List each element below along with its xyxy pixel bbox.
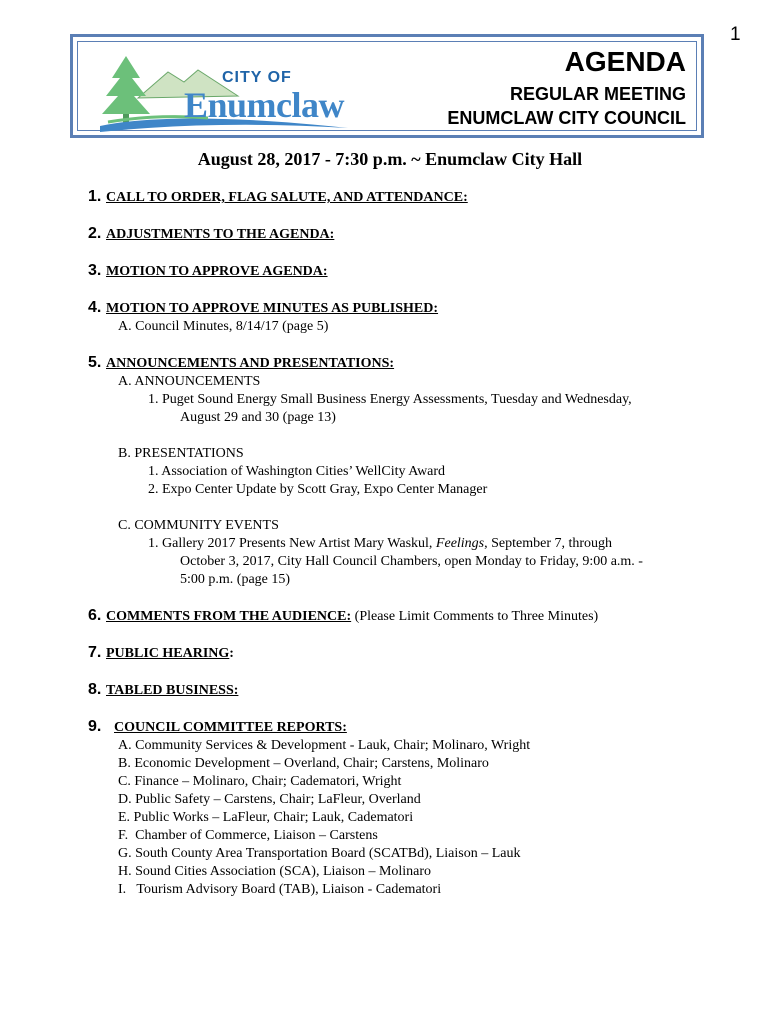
section-number: 2. (88, 225, 102, 242)
list-item: A. Council Minutes, 8/14/17 (page 5) (118, 319, 329, 334)
section-9 (88, 718, 728, 899)
subsection-title: A. ANNOUNCEMENTS (118, 374, 261, 389)
section-title: PUBLIC HEARING (106, 646, 230, 661)
subsection-title: C. COMMUNITY EVENTS (118, 518, 279, 533)
logo-city-of-text: CITY OF (222, 69, 292, 86)
city-logo (98, 48, 358, 134)
list-item (88, 535, 728, 553)
section-2 (88, 225, 728, 244)
section-note: (Please Limit Comments to Three Minutes) (351, 609, 599, 624)
event-title: Feelings (435, 536, 485, 551)
list-item-continuation: August 29 and 30 (page 13) (180, 410, 336, 425)
section-number: 4. (88, 299, 102, 316)
list-item: F. Chamber of Commerce, Liaison – Carstens (118, 828, 378, 843)
list-item: 1. Puget Sound Energy Small Business Energy Assessments, Tuesday and Wednesday, (148, 392, 632, 407)
section-1 (88, 188, 728, 207)
section-number: 5. (88, 354, 102, 371)
section-number: 3. (88, 262, 102, 279)
section-4 (88, 299, 728, 336)
subsection-title: B. PRESENTATIONS (118, 446, 244, 461)
section-3 (88, 262, 728, 281)
header-inner-border (77, 41, 697, 131)
council-name: ENUMCLAW CITY COUNCIL (447, 108, 686, 128)
list-item: C. Finance – Molinaro, Chair; Cadematori, Wright (118, 774, 402, 789)
list-item: B. Economic Development – Overland, Chair; Carstens, Molinaro (118, 756, 489, 771)
list-item-continuation: October 3, 2017, City Hall Council Chambers, open Monday to Friday, 9:00 a.m. - (180, 554, 643, 569)
section-6 (88, 607, 728, 626)
agenda-title: AGENDA (564, 46, 686, 77)
section-5 (88, 354, 728, 589)
meeting-date-line: August 28, 2017 - 7:30 p.m. ~ Enumclaw City Hall (197, 149, 583, 169)
list-item: G. South County Area Transportation Board (SCATBd), Liaison – Lauk (118, 846, 521, 861)
section-title: ADJUSTMENTS TO THE AGENDA: (106, 227, 335, 242)
list-item: 1. Association of Washington Cities’ WellCity Award (148, 464, 446, 479)
page-number: 1 (730, 24, 741, 45)
list-item: H. Sound Cities Association (SCA), Liaison – Molinaro (118, 864, 432, 879)
event-text-end: , September 7, through (484, 536, 613, 551)
section-number: 1. (88, 188, 102, 205)
list-item: 2. Expo Center Update by Scott Gray, Expo Center Manager (148, 482, 488, 497)
event-text: 1. Gallery 2017 Presents New Artist Mary Waskul, (148, 536, 436, 551)
section-title: COUNCIL COMMITTEE REPORTS: (114, 720, 347, 735)
section-title: CALL TO ORDER, FLAG SALUTE, AND ATTENDANCE: (106, 190, 468, 205)
section-number: 7. (88, 644, 102, 661)
section-title: MOTION TO APPROVE AGENDA: (106, 264, 328, 279)
meeting-type: REGULAR MEETING (509, 84, 686, 104)
header-banner (70, 34, 704, 138)
section-number: 6. (88, 607, 102, 624)
list-item: I. Tourism Advisory Board (TAB), Liaison - Cadematori (118, 882, 442, 897)
section-number: 9. (88, 718, 102, 735)
list-item: E. Public Works – LaFleur, Chair; Lauk, Cadematori (118, 810, 414, 825)
list-item: A. Community Services & Development - Lauk, Chair; Molinaro, Wright (118, 738, 531, 753)
section-title: TABLED BUSINESS: (106, 683, 239, 698)
list-item-continuation: 5:00 p.m. (page 15) (180, 572, 291, 587)
section-7 (88, 644, 728, 663)
agenda-body (88, 188, 728, 899)
section-colon: : (229, 646, 234, 661)
section-number: 8. (88, 681, 102, 698)
section-title: ANNOUNCEMENTS AND PRESENTATIONS: (106, 356, 395, 371)
section-8 (88, 681, 728, 700)
logo-enumclaw-text: Enumclaw (184, 85, 345, 125)
section-title: COMMENTS FROM THE AUDIENCE: (106, 609, 352, 624)
list-item: D. Public Safety – Carstens, Chair; LaFleur, Overland (118, 792, 421, 807)
section-title: MOTION TO APPROVE MINUTES AS PUBLISHED: (106, 301, 439, 316)
